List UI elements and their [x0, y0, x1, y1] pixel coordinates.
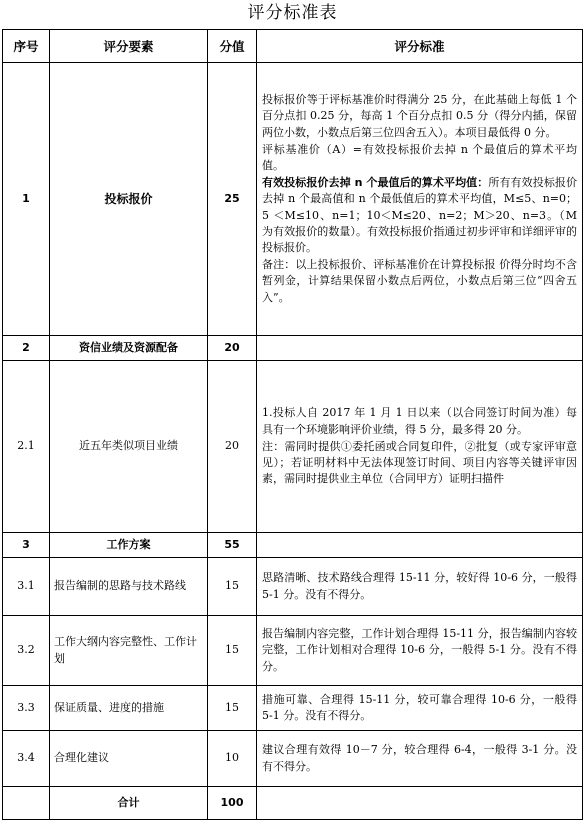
row-seq: 2.1	[3, 361, 50, 533]
table-row	[3, 558, 583, 616]
row-standard	[257, 361, 583, 533]
row-seq: 3.3	[3, 686, 50, 731]
row-standard	[257, 533, 583, 558]
table-row	[3, 731, 583, 787]
row-item: 工作方案	[50, 533, 208, 558]
table-row	[3, 616, 583, 686]
row-seq: 3	[3, 533, 50, 558]
total-row	[3, 787, 583, 820]
total-standard	[257, 787, 583, 820]
row-seq: 3.1	[3, 558, 50, 616]
row-standard	[257, 336, 583, 361]
row-score: 20	[208, 336, 257, 361]
page-title: 评分标准表	[247, 3, 338, 23]
row-standard: 报告编制内容完整，工作计划合理得 15-11 分，报告编制内容较完整，工作计划相对合理得 10-6 分，一般得 5-1 分。没有不得分。	[257, 616, 583, 686]
total-score: 100	[208, 787, 257, 820]
row-item: 报告编制的思路与技术路线	[50, 558, 208, 616]
row-score: 15	[208, 686, 257, 731]
row-standard: 思路清晰、技术路线合理得 15-11 分，较好得 10-6 分，一般得 5-1 分。没有不得分。	[257, 558, 583, 616]
scoring-table	[2, 29, 583, 820]
table-row	[3, 533, 583, 558]
header-item: 评分要素	[50, 30, 208, 63]
table-row	[3, 686, 583, 731]
table-row	[3, 361, 583, 533]
row-score: 25	[208, 63, 257, 336]
standard-paragraph: 注：需同时提供①委托函或合同复印件，②批复（或专家评审意见）；若证明材料中无法体现签订时间、项目内容等关键评审因素，需同时提供业主单位（合同甲方）证明扫描件	[262, 439, 577, 486]
table-row	[3, 63, 583, 336]
header-seq: 序号	[3, 30, 50, 63]
table-header-row	[3, 30, 583, 63]
row-score: 15	[208, 616, 257, 686]
row-seq: 1	[3, 63, 50, 336]
row-score: 55	[208, 533, 257, 558]
row-item: 近五年类似项目业绩	[50, 361, 208, 533]
row-score: 15	[208, 558, 257, 616]
standard-paragraph	[262, 175, 577, 256]
standard-text: 所有有效投标报价去掉 n 个最高值和 n 个最低值后的算术平均值，M≤5、n=0；5 ＜M≤10、n=1；10＜M≤20、n=2；M＞20、n=3。（M 为有效报价的数量）。有效投标报价指通过初步评审和详细评审的投标报价。	[262, 176, 577, 254]
row-item: 工作大纲内容完整性、工作计划	[50, 616, 208, 686]
row-item: 保证质量、进度的措施	[50, 686, 208, 731]
table-row	[3, 336, 583, 361]
header-standard: 评分标准	[257, 30, 583, 63]
row-score: 10	[208, 731, 257, 787]
row-item: 合理化建议	[50, 731, 208, 787]
row-score: 20	[208, 361, 257, 533]
standard-bold-lead: 有效投标报价去掉 n 个最值后的算术平均值：	[262, 176, 489, 190]
row-seq: 3.2	[3, 616, 50, 686]
row-standard	[257, 63, 583, 336]
standard-paragraph: 投标报价等于评标基准价时得满分 25 分，在此基础上每低 1 个百分点扣 0.25 分，每高 1 个百分点扣 0.5 分（得分内插，保留两位小数，小数点后第三位四舍五入）。本项目最低得 0 分。	[262, 93, 577, 139]
row-standard: 建议合理有效得 10－7 分，较合理得 6-4，一般得 3-1 分。没有不得分。	[257, 731, 583, 787]
total-label: 合计	[50, 787, 208, 820]
row-standard: 措施可靠、合理得 15-11 分，较可靠合理得 10-6 分，一般得 5-1 分。没有不得分。	[257, 686, 583, 731]
row-seq: 2	[3, 336, 50, 361]
row-item: 资信业绩及资源配备	[50, 336, 208, 361]
row-seq: 3.4	[3, 731, 50, 787]
standard-paragraph: 1.投标人自 2017 年 1 月 1 日以来（以合同签订时间为准）每具有一个环境影响评价业绩，得 5 分，最多得 20 分。	[262, 406, 577, 436]
standard-paragraph: 备注：以上投标报价、评标基准价在计算投标报 价得分时均不含暂列金，计算结果保留小数点后两位，小数点后第三位“四舍五入”。	[262, 258, 577, 304]
standard-paragraph: 评标基准价（A）=有效投标报价去掉 n 个最值后的算术平均值。	[262, 142, 577, 172]
total-seq	[3, 787, 50, 820]
header-score: 分值	[208, 30, 257, 63]
row-item: 投标报价	[50, 63, 208, 336]
